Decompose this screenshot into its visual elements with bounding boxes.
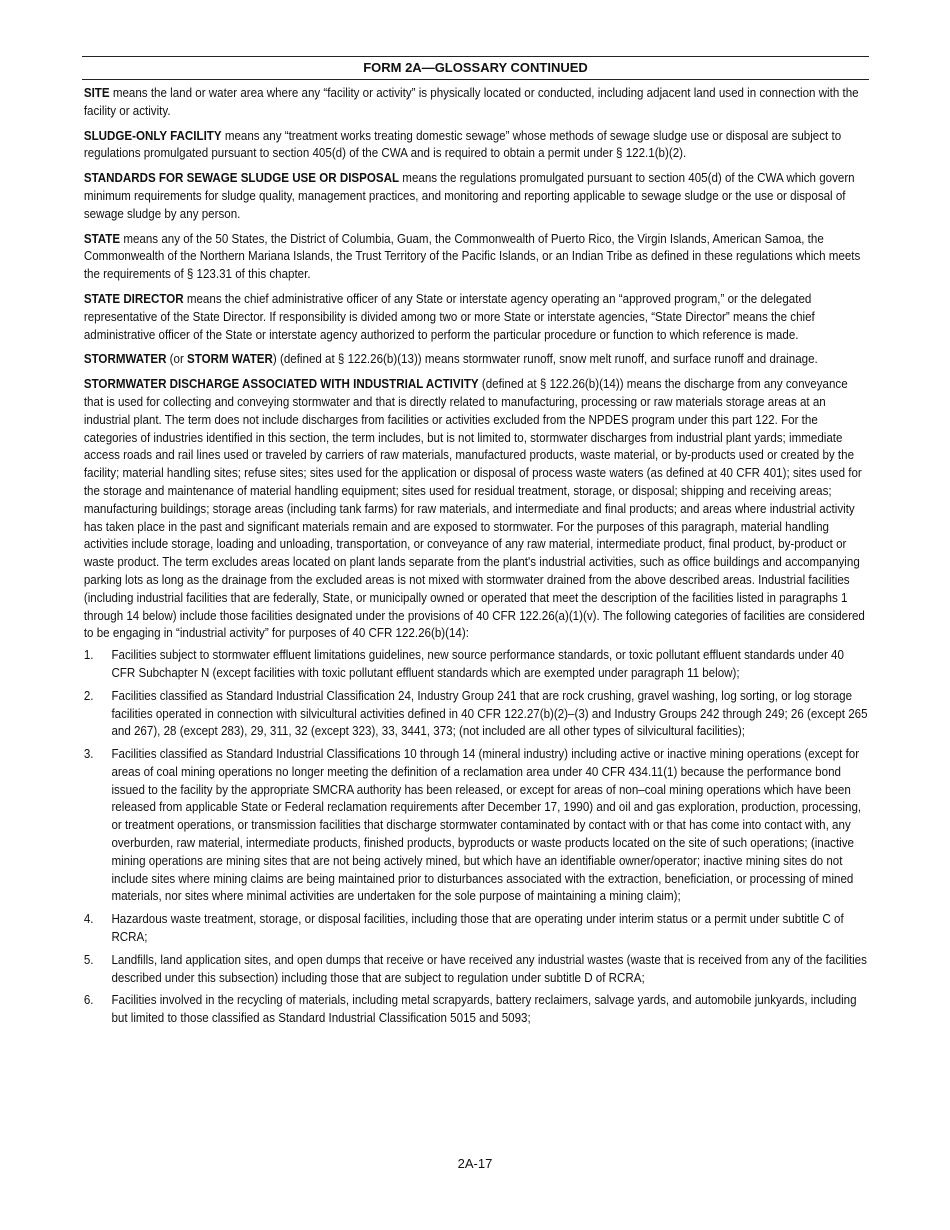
list-item: [84, 688, 869, 741]
list-number: 3.: [83, 747, 94, 762]
facility-category-list: [82, 647, 869, 1028]
glossary-definition: means the chief administrative officer of any State or interstate agency operating an “approved program,” or the delegated representative of the State Director. If responsibility is divided among two or more State or interstate agencies, “State Director” means the chief administrative officer of the State or interstate agency authorized to perform the particular procedure or function to which reference is made.: [83, 291, 815, 342]
list-item: [84, 992, 869, 1028]
list-text: Facilities classified as Standard Industrial Classification 24, Industry Group 241 that are rock crushing, gravel washing, log sorting, or log storage facilities operated in connection with silvicultural activities defined in 40 CFR 122.27(b)(2)–(3) and Industry Groups 242 through 249; 26 (except 265 and 267), 28 (except 283), 29, 311, 32 (except 323), 33, 3441, 373; (not included are all other types of silvicultural facilities);: [111, 688, 868, 739]
page-number: 2A-17: [457, 1156, 493, 1171]
list-item: [84, 911, 869, 947]
list-item: [84, 746, 869, 906]
list-item: [84, 952, 869, 988]
glossary-definition: means the regulations promulgated pursuant to section 405(d) of the CWA which govern minimum requirements for sludge quality, management practices, and monitoring and reporting applicable to sewage sludge or the use or disposal of sewage sludge by any person.: [83, 171, 855, 221]
list-number: 5.: [83, 952, 94, 967]
glossary-term: STANDARDS FOR SEWAGE SLUDGE USE OR DISPOSAL: [83, 171, 400, 186]
glossary-term: STORMWATER: [83, 352, 167, 367]
glossary-entry-sludge-only-facility: [82, 128, 869, 164]
list-item: [84, 647, 869, 683]
list-number: 4.: [83, 912, 94, 927]
glossary-content: [82, 85, 869, 1028]
glossary-entry-site: [82, 85, 869, 121]
glossary-term: STATE DIRECTOR: [83, 291, 184, 306]
glossary-term: SITE: [83, 86, 110, 100]
glossary-entry-state: [82, 231, 869, 284]
glossary-entry-state-director: [82, 291, 869, 344]
glossary-definition: means any “treatment works treating domestic sewage” whose methods of sewage sludge use or disposal are subject to regulations promulgated pursuant to section 405(d) of the CWA and is required to obtain a permit under § 122.1(b)(2).: [83, 128, 842, 161]
glossary-entry-standards-sewage-sludge: [82, 170, 869, 223]
list-number: 6.: [83, 993, 94, 1008]
list-text: Hazardous waste treatment, storage, or disposal facilities, including those that are operating under interim status or a permit under subtitle C of RCRA;: [111, 912, 844, 945]
list-number: 1.: [83, 648, 94, 663]
list-text: Facilities classified as Standard Industrial Classifications 10 through 14 (mineral industry) including active or inactive mining operations (except for areas of coal mining operations no longer meeting the definition of a reclamation area under 40 CFR 434.11(1) because the performance bond issued to the facility by the appropriate SMCRA authority has been released, or except for areas of non–coal mining operations which have been released from applicable State or Federal reclamation requirements after December 17, 1990) and oil and gas exploration, production, processing, or treatment operations, or transmission facilities that discharge stormwater contaminated by contact with or that has come into contact with, any overburden, raw material, intermediate products, finished products, byproducts or waste products located on the site of such operations; (inactive mining operations are mining sites that are not being actively mined, but which have an identifiable owner/operator; inactive mining sites do not include sites where mining claims are being maintained prior to disturbances associated with the extraction, beneficiation, or processing of mined materials, nor sites where minimal activities are undertaken for the sole purpose of maintaining a mining claim);: [111, 747, 862, 904]
document-page: [82, 56, 869, 1033]
list-text: Facilities involved in the recycling of materials, including metal scrapyards, battery reclaimers, salvage yards, and automobile junkyards, including but limited to those classified as Standard Industrial Classification 5015 and 5093;: [111, 993, 857, 1026]
page-title: FORM 2A—GLOSSARY CONTINUED: [82, 56, 869, 80]
glossary-term: STORMWATER DISCHARGE ASSOCIATED WITH INDUSTRIAL ACTIVITY: [83, 377, 479, 392]
glossary-term: SLUDGE-ONLY FACILITY: [83, 128, 222, 143]
glossary-text: (or: [166, 352, 188, 367]
glossary-entry-stormwater: [82, 351, 869, 369]
glossary-definition: means any of the 50 States, the District of Columbia, Guam, the Commonwealth of Puerto Rico, the Virgin Islands, American Samoa, the Commonwealth of the Northern Mariana Islands, the Trust Territory of the Pacific Islands, or an Indian Tribe as defined in these regulations which meets the requirements of § 123.31 of this chapter.: [83, 231, 861, 282]
glossary-definition: (defined at § 122.26(b)(14)) means the discharge from any conveyance that is used for collecting and conveying stormwater and that is directly related to manufacturing, processing or raw materials storage areas at an industrial plant. The term does not include discharges from facilities or activities excluded from the NPDES program under this part 122. For the categories of industries identified in this section, the term includes, but is not limited to, stormwater discharges from industrial plant yards; immediate access roads and rail lines used or traveled by carriers of raw materials, manufactured products, waste material, or by-products used or created by the facility; material handling sites; refuse sites; sites used for the application or disposal of process waste waters (as defined at 40 CFR 401); sites used for the storage and maintenance of material handling equipment; sites used for residual treatment, storage, or disposal; shipping and receiving areas; manufacturing buildings; storage areas (including tank farms) for raw materials, and intermediate and final products; and areas where industrial activity has taken place in the past and significant materials remain and are exposed to stormwater. For the purposes of this paragraph, material handling activities include storage, loading and unloading, transportation, or conveyance of any raw material, intermediate product, final product, by-product or waste product. The term excludes areas located on plant lands separate from the plant's industrial activities, such as office buildings and accompanying parking lots as long as the drainage from the excluded areas is not mixed with stormwater drained from the above described areas. Industrial facilities (including industrial facilities that are federally, State, or municipally owned or operated that meet the description of the facilities listed in paragraphs 1 through 14 below) include those facilities designated under the provisions of 40 CFR 122.26(a)(1)(v). The following categories of facilities are considered to be engaging in “industrial activity” for purposes of 40 CFR 122.26(b)(14):: [83, 377, 865, 641]
glossary-definition: means the land or water area where any “facility or activity” is physically located or conducted, including adjacent land used in connection with the facility or activity.: [83, 86, 859, 118]
glossary-alt-term: STORM WATER: [187, 352, 273, 367]
glossary-definition: ) (defined at § 122.26(b)(13)) means stormwater runoff, snow melt runoff, and surface runoff and drainage.: [272, 352, 818, 367]
glossary-entry-industrial-activity: [82, 376, 869, 643]
list-text: Facilities subject to stormwater effluent limitations guidelines, new source performance standards, or toxic pollutant effluent standards under 40 CFR Subchapter N (except facilities with toxic pollutant effluent standards which are exempted under paragraph 11 below);: [111, 648, 844, 680]
list-number: 2.: [83, 688, 94, 703]
glossary-term: STATE: [83, 231, 121, 246]
list-text: Landfills, land application sites, and open dumps that receive or have received any industrial wastes (waste that is received from any of the facilities described under this subsection) including those that are subject to regulation under subtitle D of RCRA;: [111, 952, 867, 985]
